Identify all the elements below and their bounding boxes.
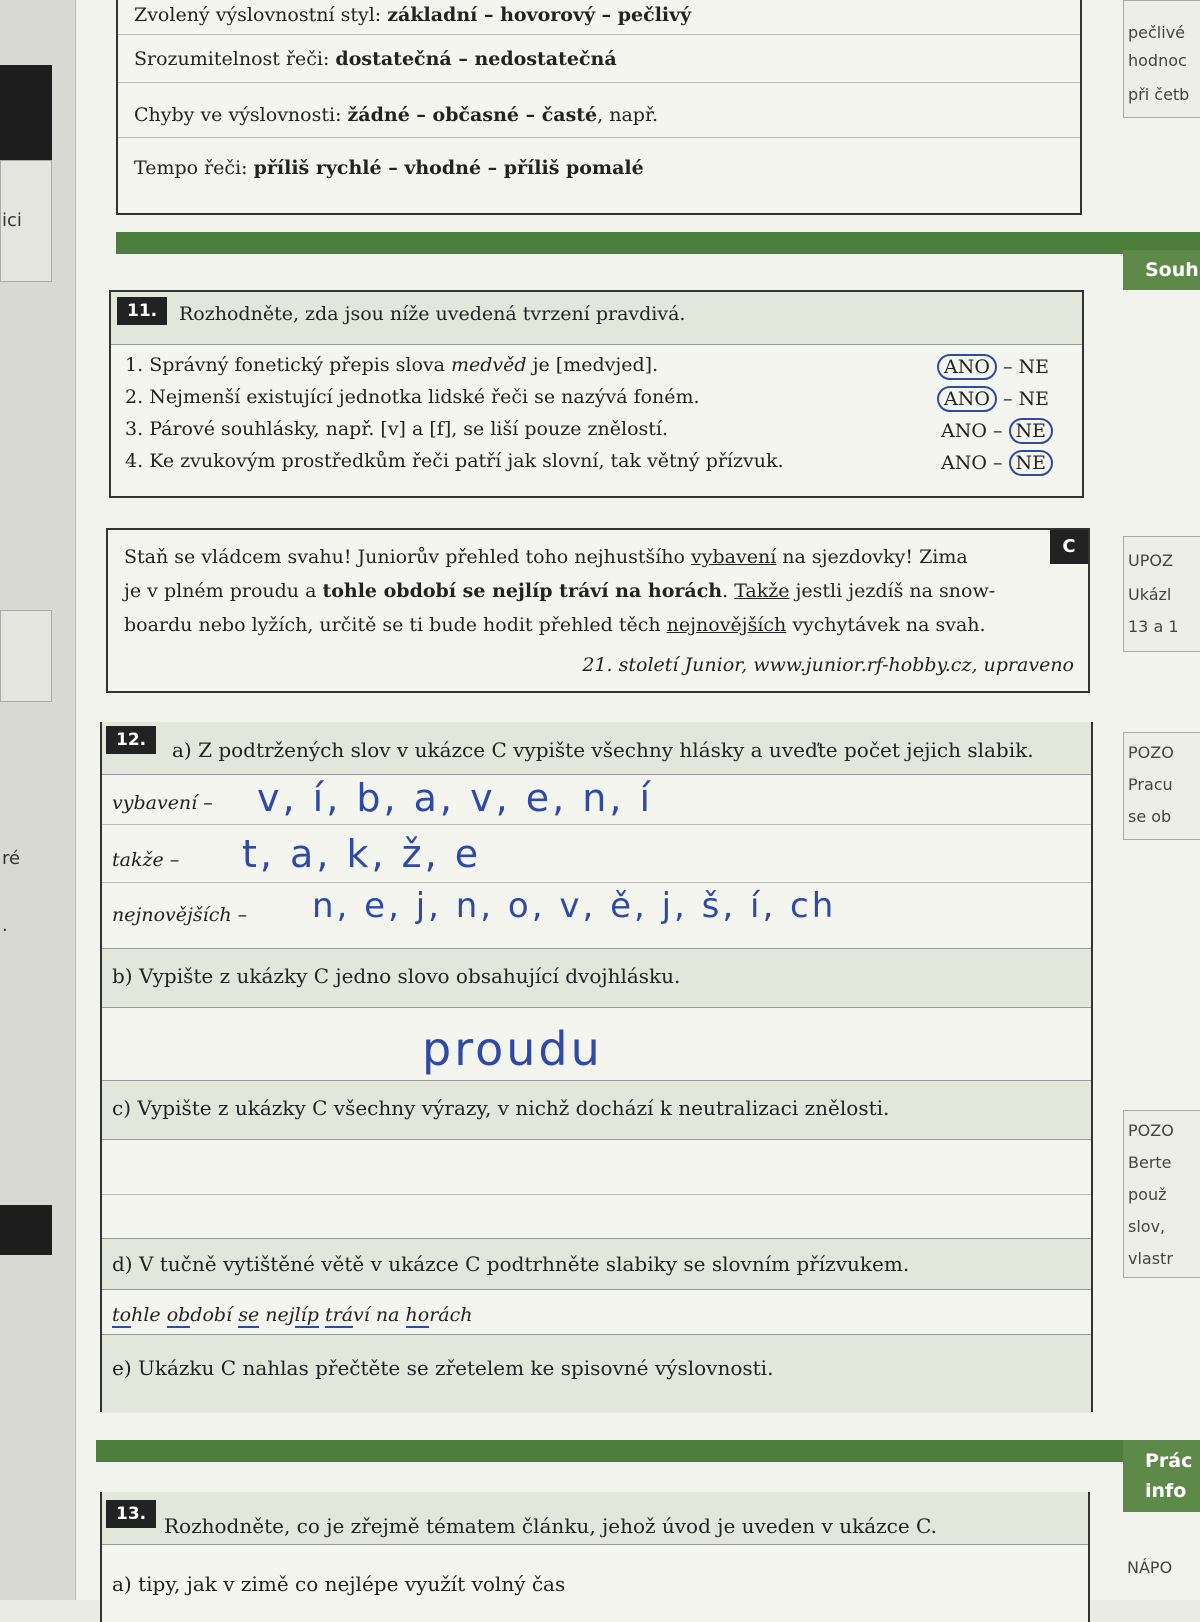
question-11 [109,290,1084,498]
stress-sentence: tohle období se nejlíp tráví na horách [112,1304,473,1326]
sample-c-box [106,528,1090,693]
right-margin [1123,0,1200,1600]
handwritten-answer-vybaveni: v, í, b, a, v, e, n, í [257,776,654,820]
sample-line-3: boardu nebo lyžích, určitě se ti bude hodit přehled těch nejnovějších vychytávek na svah. [124,614,986,636]
right-section-header: Souh [1123,250,1200,290]
statement-4: 4. Ke zvukovým prostředkům řeči patří jak slovní, tak větný přízvuk. [125,450,784,472]
answer-4: ANO – NE [941,450,1053,476]
right-note-pozor-1: POZO Pracu se ob [1123,732,1200,840]
left-fragment: ré [2,848,21,869]
word-label-vybaveni: vybavení – [112,792,213,814]
right-section-header-2: Prác info [1123,1440,1200,1512]
question-12 [100,722,1093,1412]
left-fragment: ici [2,210,22,231]
left-box [0,610,52,702]
section-bar [96,1440,1200,1462]
q13-option-a: a) tipy, jak v zimě co nejlépe využít volný čas [112,1572,566,1596]
sample-line-1: Staň se vládcem svahu! Juniorův přehled toho nejhustšího vybavení na sjezdovky! Zima [124,546,968,568]
tempo-line: Tempo řeči: příliš rychlé – vhodné – příliš pomalé [134,157,644,179]
clarity-line: Srozumitelnost řeči: dostatečná – nedostatečná [134,48,617,70]
word-label-nejnovejsich: nejnovějších – [112,904,248,926]
statement-3: 3. Párové souhlásky, např. [v] a [f], se liší pouze znělostí. [125,418,669,440]
q12b-title: b) Vypište z ukázky C jedno slovo obsahující dvojhlásku. [112,964,681,988]
answer-1: ANO – NE [937,354,1049,380]
question-number: 13. [106,1500,156,1528]
sample-line-2: je v plném proudu a tohle období se nejlíp tráví na horách. Takže jestli jezdíš na snow- [124,580,996,602]
sample-letter: C [1050,530,1088,564]
answer-3: ANO – NE [941,418,1053,444]
handwritten-answer-takze: t, a, k, ž, e [242,832,482,876]
right-note-pozor-2: POZO Berte použ slov, vlastr [1123,1110,1200,1278]
right-note-upoz: UPOZ Ukázl 13 a 1 [1123,536,1200,652]
workbook-page [76,0,1200,1600]
errors-line: Chyby ve výslovnosti: žádné – občasné – časté, např. [134,104,658,126]
left-page-edge [0,0,76,1600]
q13-title: Rozhodněte, co je zřejmě tématem článku, jehož úvod je uveden v ukázce C. [164,1514,938,1538]
left-fragment: . [2,915,8,936]
word-label-takze: takže – [112,849,180,871]
handwritten-answer-nejnovejsich: n, e, j, n, o, v, ě, j, š, í, ch [312,886,837,926]
q12d-title: d) V tučně vytištěné větě v ukázce C podtrhněte slabiky se slovním přízvukem. [112,1252,910,1276]
pronunciation-evaluation-box [116,0,1082,215]
q12c-title: c) Vypište z ukázky C všechny výrazy, v nichž dochází k neutralizaci znělosti. [112,1096,890,1120]
statement-1: 1. Správný fonetický přepis slova medvěd je [medvjed]. [125,354,659,376]
left-tab [0,1205,52,1255]
question-title: Rozhodněte, zda jsou níže uvedená tvrzení pravdivá. [179,303,686,325]
q12e-title: e) Ukázku C nahlas přečtěte se zřetelem ke spisovné výslovnosti. [112,1356,774,1380]
style-line: Zvolený výslovnostní styl: základní – hovorový – pečlivý [134,4,692,26]
section-bar [116,232,1200,254]
question-number: 12. [106,726,156,754]
sample-source: 21. století Junior, www.junior.rf-hobby.cz, upraveno [582,654,1074,676]
question-number: 11. [117,297,167,325]
handwritten-answer-diphthong: proudu [422,1022,603,1076]
left-tab [0,65,52,160]
answer-2: ANO – NE [937,386,1049,412]
q12a-title: a) Z podtržených slov v ukázce C vypište všechny hlásky a uveďte počet jejich slabik. [172,738,1034,762]
statement-2: 2. Nejmenší existující jednotka lidské řeči se nazývá foném. [125,386,700,408]
question-13 [100,1492,1090,1622]
right-note-napo: NÁPO [1127,1558,1173,1577]
right-note-box: pečlivé hodnoc při četb [1123,0,1200,118]
